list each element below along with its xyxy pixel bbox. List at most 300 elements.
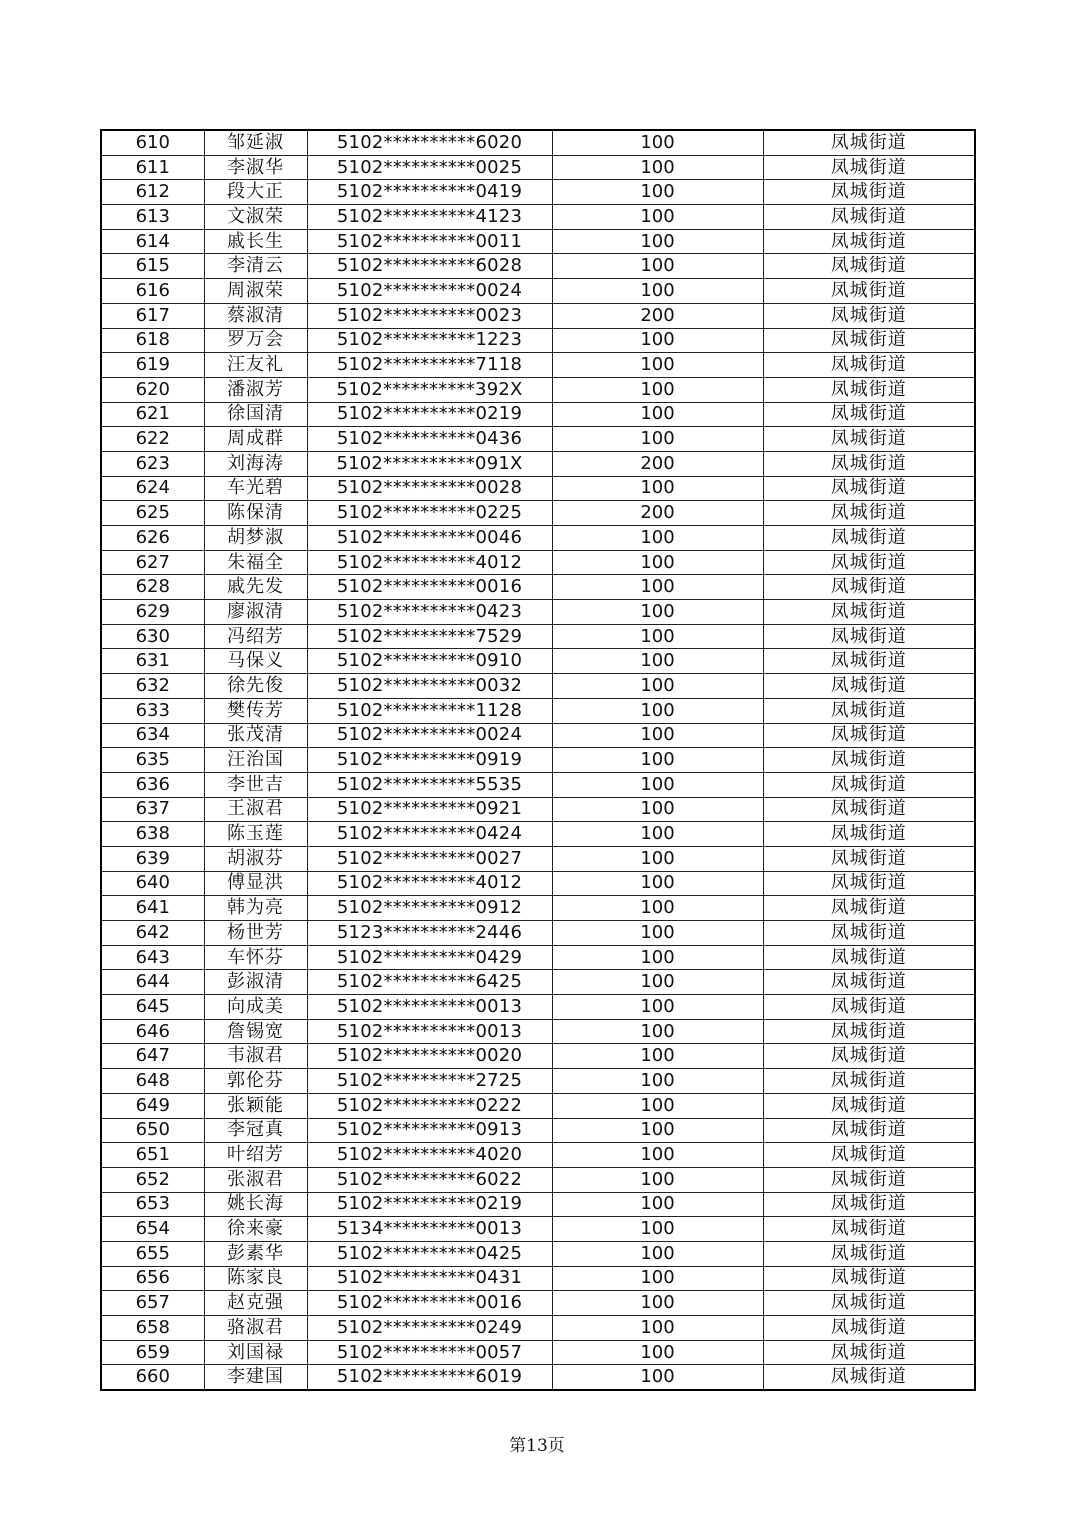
table-row bbox=[101, 180, 975, 205]
id-number-cell: 5102**********0032 bbox=[307, 674, 552, 699]
table-row bbox=[101, 130, 975, 155]
table-row bbox=[101, 1044, 975, 1069]
amount-cell: 100 bbox=[552, 427, 763, 452]
row-number-cell: 641 bbox=[101, 896, 204, 921]
id-number-cell: 5102**********2725 bbox=[307, 1069, 552, 1094]
row-number-cell: 618 bbox=[101, 328, 204, 353]
id-number-cell: 5102**********6022 bbox=[307, 1167, 552, 1192]
street-cell: 凤城街道 bbox=[763, 822, 975, 847]
amount-cell: 100 bbox=[552, 896, 763, 921]
amount-cell: 100 bbox=[552, 155, 763, 180]
amount-cell: 100 bbox=[552, 1167, 763, 1192]
row-number-cell: 645 bbox=[101, 995, 204, 1020]
table-row bbox=[101, 624, 975, 649]
row-number-cell: 640 bbox=[101, 871, 204, 896]
person-name-cell: 李世吉 bbox=[204, 772, 307, 797]
street-cell: 凤城街道 bbox=[763, 698, 975, 723]
person-name-cell: 张淑君 bbox=[204, 1167, 307, 1192]
id-number-cell: 5102**********0046 bbox=[307, 526, 552, 551]
street-cell: 凤城街道 bbox=[763, 600, 975, 625]
person-name-cell: 车光碧 bbox=[204, 476, 307, 501]
table-row bbox=[101, 649, 975, 674]
person-name-cell: 李建国 bbox=[204, 1365, 307, 1390]
row-number-cell: 621 bbox=[101, 402, 204, 427]
street-cell: 凤城街道 bbox=[763, 328, 975, 353]
table-row bbox=[101, 1316, 975, 1341]
person-name-cell: 陈保清 bbox=[204, 501, 307, 526]
street-cell: 凤城街道 bbox=[763, 402, 975, 427]
street-cell: 凤城街道 bbox=[763, 674, 975, 699]
person-name-cell: 蔡淑清 bbox=[204, 303, 307, 328]
id-number-cell: 5102**********0013 bbox=[307, 1019, 552, 1044]
id-number-cell: 5102**********1128 bbox=[307, 698, 552, 723]
amount-cell: 100 bbox=[552, 822, 763, 847]
person-name-cell: 骆淑君 bbox=[204, 1316, 307, 1341]
id-number-cell: 5102**********0913 bbox=[307, 1118, 552, 1143]
amount-cell: 100 bbox=[552, 1143, 763, 1168]
id-number-cell: 5102**********0016 bbox=[307, 1291, 552, 1316]
amount-cell: 100 bbox=[552, 1340, 763, 1365]
row-number-cell: 611 bbox=[101, 155, 204, 180]
street-cell: 凤城街道 bbox=[763, 624, 975, 649]
table-row bbox=[101, 303, 975, 328]
table-row bbox=[101, 1167, 975, 1192]
id-number-cell: 5102**********0219 bbox=[307, 402, 552, 427]
table-row bbox=[101, 1365, 975, 1390]
street-cell: 凤城街道 bbox=[763, 748, 975, 773]
row-number-cell: 624 bbox=[101, 476, 204, 501]
id-number-cell: 5102**********4012 bbox=[307, 871, 552, 896]
street-cell: 凤城街道 bbox=[763, 1118, 975, 1143]
amount-cell: 100 bbox=[552, 600, 763, 625]
person-name-cell: 张颖能 bbox=[204, 1093, 307, 1118]
amount-cell: 100 bbox=[552, 945, 763, 970]
id-number-cell: 5102**********0024 bbox=[307, 723, 552, 748]
table-row bbox=[101, 871, 975, 896]
street-cell: 凤城街道 bbox=[763, 1266, 975, 1291]
row-number-cell: 658 bbox=[101, 1316, 204, 1341]
id-number-cell: 5102**********0425 bbox=[307, 1241, 552, 1266]
amount-cell: 100 bbox=[552, 871, 763, 896]
table-row bbox=[101, 501, 975, 526]
amount-cell: 100 bbox=[552, 402, 763, 427]
amount-cell: 100 bbox=[552, 1365, 763, 1390]
id-number-cell: 5102**********4020 bbox=[307, 1143, 552, 1168]
street-cell: 凤城街道 bbox=[763, 1365, 975, 1390]
row-number-cell: 651 bbox=[101, 1143, 204, 1168]
amount-cell: 100 bbox=[552, 526, 763, 551]
amount-cell: 100 bbox=[552, 377, 763, 402]
table-row bbox=[101, 205, 975, 230]
id-number-cell: 5102**********0431 bbox=[307, 1266, 552, 1291]
street-cell: 凤城街道 bbox=[763, 1044, 975, 1069]
table-row bbox=[101, 575, 975, 600]
row-number-cell: 637 bbox=[101, 797, 204, 822]
street-cell: 凤城街道 bbox=[763, 180, 975, 205]
amount-cell: 100 bbox=[552, 1093, 763, 1118]
id-number-cell: 5102**********5535 bbox=[307, 772, 552, 797]
row-number-cell: 649 bbox=[101, 1093, 204, 1118]
person-name-cell: 陈家良 bbox=[204, 1266, 307, 1291]
person-name-cell: 郭伦芬 bbox=[204, 1069, 307, 1094]
row-number-cell: 653 bbox=[101, 1192, 204, 1217]
table-row bbox=[101, 1192, 975, 1217]
person-name-cell: 刘海涛 bbox=[204, 451, 307, 476]
amount-cell: 100 bbox=[552, 1266, 763, 1291]
id-number-cell: 5102**********0013 bbox=[307, 995, 552, 1020]
person-name-cell: 徐国清 bbox=[204, 402, 307, 427]
roster-body bbox=[101, 130, 975, 1390]
table-row bbox=[101, 1143, 975, 1168]
table-row bbox=[101, 1093, 975, 1118]
person-name-cell: 朱福全 bbox=[204, 550, 307, 575]
id-number-cell: 5102**********0057 bbox=[307, 1340, 552, 1365]
person-name-cell: 韦淑君 bbox=[204, 1044, 307, 1069]
person-name-cell: 姚长海 bbox=[204, 1192, 307, 1217]
table-row bbox=[101, 921, 975, 946]
row-number-cell: 628 bbox=[101, 575, 204, 600]
person-name-cell: 罗万会 bbox=[204, 328, 307, 353]
street-cell: 凤城街道 bbox=[763, 723, 975, 748]
amount-cell: 100 bbox=[552, 1069, 763, 1094]
person-name-cell: 潘淑芳 bbox=[204, 377, 307, 402]
street-cell: 凤城街道 bbox=[763, 1069, 975, 1094]
row-number-cell: 629 bbox=[101, 600, 204, 625]
street-cell: 凤城街道 bbox=[763, 995, 975, 1020]
row-number-cell: 643 bbox=[101, 945, 204, 970]
table-row bbox=[101, 526, 975, 551]
street-cell: 凤城街道 bbox=[763, 797, 975, 822]
id-number-cell: 5102**********0424 bbox=[307, 822, 552, 847]
table-row bbox=[101, 402, 975, 427]
id-number-cell: 5102**********1223 bbox=[307, 328, 552, 353]
street-cell: 凤城街道 bbox=[763, 1143, 975, 1168]
amount-cell: 100 bbox=[552, 1316, 763, 1341]
id-number-cell: 5102**********0222 bbox=[307, 1093, 552, 1118]
street-cell: 凤城街道 bbox=[763, 1241, 975, 1266]
table-row bbox=[101, 1217, 975, 1242]
amount-cell: 100 bbox=[552, 130, 763, 155]
street-cell: 凤城街道 bbox=[763, 229, 975, 254]
street-cell: 凤城街道 bbox=[763, 501, 975, 526]
amount-cell: 100 bbox=[552, 1192, 763, 1217]
table-row bbox=[101, 896, 975, 921]
person-name-cell: 周成群 bbox=[204, 427, 307, 452]
id-number-cell: 5102**********0225 bbox=[307, 501, 552, 526]
person-name-cell: 汪治国 bbox=[204, 748, 307, 773]
table-row bbox=[101, 550, 975, 575]
row-number-cell: 659 bbox=[101, 1340, 204, 1365]
amount-cell: 100 bbox=[552, 328, 763, 353]
row-number-cell: 615 bbox=[101, 254, 204, 279]
amount-cell: 100 bbox=[552, 624, 763, 649]
street-cell: 凤城街道 bbox=[763, 1167, 975, 1192]
table-row bbox=[101, 698, 975, 723]
table-row bbox=[101, 476, 975, 501]
row-number-cell: 617 bbox=[101, 303, 204, 328]
person-name-cell: 冯绍芳 bbox=[204, 624, 307, 649]
person-name-cell: 傅显洪 bbox=[204, 871, 307, 896]
id-number-cell: 5102**********0023 bbox=[307, 303, 552, 328]
person-name-cell: 赵克强 bbox=[204, 1291, 307, 1316]
id-number-cell: 5102**********0025 bbox=[307, 155, 552, 180]
person-name-cell: 彭素华 bbox=[204, 1241, 307, 1266]
amount-cell: 100 bbox=[552, 921, 763, 946]
row-number-cell: 612 bbox=[101, 180, 204, 205]
row-number-cell: 644 bbox=[101, 970, 204, 995]
amount-cell: 100 bbox=[552, 1291, 763, 1316]
row-number-cell: 660 bbox=[101, 1365, 204, 1390]
street-cell: 凤城街道 bbox=[763, 1019, 975, 1044]
row-number-cell: 655 bbox=[101, 1241, 204, 1266]
amount-cell: 100 bbox=[552, 1118, 763, 1143]
table-row bbox=[101, 1019, 975, 1044]
person-name-cell: 向成美 bbox=[204, 995, 307, 1020]
person-name-cell: 廖淑清 bbox=[204, 600, 307, 625]
row-number-cell: 626 bbox=[101, 526, 204, 551]
id-number-cell: 5102**********6425 bbox=[307, 970, 552, 995]
table-row bbox=[101, 822, 975, 847]
street-cell: 凤城街道 bbox=[763, 1316, 975, 1341]
street-cell: 凤城街道 bbox=[763, 1192, 975, 1217]
street-cell: 凤城街道 bbox=[763, 451, 975, 476]
amount-cell: 100 bbox=[552, 254, 763, 279]
id-number-cell: 5102**********0919 bbox=[307, 748, 552, 773]
street-cell: 凤城街道 bbox=[763, 526, 975, 551]
row-number-cell: 625 bbox=[101, 501, 204, 526]
row-number-cell: 613 bbox=[101, 205, 204, 230]
id-number-cell: 5102**********7529 bbox=[307, 624, 552, 649]
row-number-cell: 650 bbox=[101, 1118, 204, 1143]
id-number-cell: 5102**********0429 bbox=[307, 945, 552, 970]
street-cell: 凤城街道 bbox=[763, 427, 975, 452]
id-number-cell: 5102**********0028 bbox=[307, 476, 552, 501]
id-number-cell: 5102**********0423 bbox=[307, 600, 552, 625]
table-row bbox=[101, 377, 975, 402]
person-name-cell: 胡梦淑 bbox=[204, 526, 307, 551]
table-row bbox=[101, 970, 975, 995]
id-number-cell: 5123**********2446 bbox=[307, 921, 552, 946]
id-number-cell: 5102**********6020 bbox=[307, 130, 552, 155]
id-number-cell: 5102**********7118 bbox=[307, 353, 552, 378]
table-row bbox=[101, 846, 975, 871]
person-name-cell: 李清云 bbox=[204, 254, 307, 279]
row-number-cell: 635 bbox=[101, 748, 204, 773]
amount-cell: 100 bbox=[552, 1217, 763, 1242]
id-number-cell: 5102**********0027 bbox=[307, 846, 552, 871]
table-row bbox=[101, 1118, 975, 1143]
person-name-cell: 邹延淑 bbox=[204, 130, 307, 155]
person-name-cell: 徐来豪 bbox=[204, 1217, 307, 1242]
table-row bbox=[101, 1241, 975, 1266]
amount-cell: 100 bbox=[552, 1241, 763, 1266]
id-number-cell: 5102**********091X bbox=[307, 451, 552, 476]
street-cell: 凤城街道 bbox=[763, 921, 975, 946]
amount-cell: 100 bbox=[552, 723, 763, 748]
street-cell: 凤城街道 bbox=[763, 353, 975, 378]
person-name-cell: 汪友礼 bbox=[204, 353, 307, 378]
row-number-cell: 616 bbox=[101, 279, 204, 304]
table-row bbox=[101, 723, 975, 748]
street-cell: 凤城街道 bbox=[763, 1217, 975, 1242]
row-number-cell: 657 bbox=[101, 1291, 204, 1316]
table-row bbox=[101, 279, 975, 304]
id-number-cell: 5102**********0436 bbox=[307, 427, 552, 452]
row-number-cell: 639 bbox=[101, 846, 204, 871]
amount-cell: 100 bbox=[552, 1019, 763, 1044]
id-number-cell: 5102**********4012 bbox=[307, 550, 552, 575]
person-name-cell: 戚长生 bbox=[204, 229, 307, 254]
person-name-cell: 叶绍芳 bbox=[204, 1143, 307, 1168]
table-row bbox=[101, 748, 975, 773]
street-cell: 凤城街道 bbox=[763, 772, 975, 797]
street-cell: 凤城街道 bbox=[763, 1093, 975, 1118]
street-cell: 凤城街道 bbox=[763, 945, 975, 970]
row-number-cell: 631 bbox=[101, 649, 204, 674]
row-number-cell: 623 bbox=[101, 451, 204, 476]
table-row bbox=[101, 451, 975, 476]
table-row bbox=[101, 1291, 975, 1316]
table-row bbox=[101, 797, 975, 822]
street-cell: 凤城街道 bbox=[763, 896, 975, 921]
row-number-cell: 614 bbox=[101, 229, 204, 254]
street-cell: 凤城街道 bbox=[763, 205, 975, 230]
table-row bbox=[101, 995, 975, 1020]
amount-cell: 200 bbox=[552, 501, 763, 526]
person-name-cell: 李冠真 bbox=[204, 1118, 307, 1143]
person-name-cell: 胡淑芬 bbox=[204, 846, 307, 871]
id-number-cell: 5102**********4123 bbox=[307, 205, 552, 230]
row-number-cell: 622 bbox=[101, 427, 204, 452]
street-cell: 凤城街道 bbox=[763, 550, 975, 575]
row-number-cell: 630 bbox=[101, 624, 204, 649]
table-row bbox=[101, 1069, 975, 1094]
id-number-cell: 5102**********0024 bbox=[307, 279, 552, 304]
amount-cell: 100 bbox=[552, 797, 763, 822]
person-name-cell: 韩为亮 bbox=[204, 896, 307, 921]
row-number-cell: 654 bbox=[101, 1217, 204, 1242]
person-name-cell: 周淑荣 bbox=[204, 279, 307, 304]
person-name-cell: 彭淑清 bbox=[204, 970, 307, 995]
street-cell: 凤城街道 bbox=[763, 130, 975, 155]
street-cell: 凤城街道 bbox=[763, 476, 975, 501]
table-row bbox=[101, 155, 975, 180]
amount-cell: 100 bbox=[552, 205, 763, 230]
table-row bbox=[101, 353, 975, 378]
person-name-cell: 文淑荣 bbox=[204, 205, 307, 230]
table-row bbox=[101, 1266, 975, 1291]
amount-cell: 100 bbox=[552, 353, 763, 378]
person-name-cell: 刘国禄 bbox=[204, 1340, 307, 1365]
row-number-cell: 638 bbox=[101, 822, 204, 847]
id-number-cell: 5102**********0249 bbox=[307, 1316, 552, 1341]
amount-cell: 200 bbox=[552, 303, 763, 328]
row-number-cell: 636 bbox=[101, 772, 204, 797]
row-number-cell: 620 bbox=[101, 377, 204, 402]
table-row bbox=[101, 328, 975, 353]
table-row bbox=[101, 600, 975, 625]
person-name-cell: 李淑华 bbox=[204, 155, 307, 180]
row-number-cell: 646 bbox=[101, 1019, 204, 1044]
row-number-cell: 633 bbox=[101, 698, 204, 723]
person-name-cell: 樊传芳 bbox=[204, 698, 307, 723]
amount-cell: 100 bbox=[552, 748, 763, 773]
person-name-cell: 王淑君 bbox=[204, 797, 307, 822]
amount-cell: 100 bbox=[552, 575, 763, 600]
amount-cell: 100 bbox=[552, 772, 763, 797]
street-cell: 凤城街道 bbox=[763, 575, 975, 600]
person-name-cell: 段大正 bbox=[204, 180, 307, 205]
street-cell: 凤城街道 bbox=[763, 254, 975, 279]
row-number-cell: 610 bbox=[101, 130, 204, 155]
table-row bbox=[101, 674, 975, 699]
row-number-cell: 652 bbox=[101, 1167, 204, 1192]
street-cell: 凤城街道 bbox=[763, 1291, 975, 1316]
id-number-cell: 5102**********0219 bbox=[307, 1192, 552, 1217]
id-number-cell: 5102**********6019 bbox=[307, 1365, 552, 1390]
amount-cell: 200 bbox=[552, 451, 763, 476]
id-number-cell: 5102**********0910 bbox=[307, 649, 552, 674]
table-row bbox=[101, 254, 975, 279]
amount-cell: 100 bbox=[552, 1044, 763, 1069]
row-number-cell: 634 bbox=[101, 723, 204, 748]
id-number-cell: 5102**********0020 bbox=[307, 1044, 552, 1069]
row-number-cell: 632 bbox=[101, 674, 204, 699]
street-cell: 凤城街道 bbox=[763, 846, 975, 871]
table-row bbox=[101, 772, 975, 797]
street-cell: 凤城街道 bbox=[763, 970, 975, 995]
amount-cell: 100 bbox=[552, 995, 763, 1020]
street-cell: 凤城街道 bbox=[763, 303, 975, 328]
row-number-cell: 656 bbox=[101, 1266, 204, 1291]
table-row bbox=[101, 945, 975, 970]
person-name-cell: 陈玉莲 bbox=[204, 822, 307, 847]
amount-cell: 100 bbox=[552, 180, 763, 205]
page-number: 第13页 bbox=[509, 1436, 565, 1456]
amount-cell: 100 bbox=[552, 846, 763, 871]
id-number-cell: 5102**********6028 bbox=[307, 254, 552, 279]
table-row bbox=[101, 1340, 975, 1365]
amount-cell: 100 bbox=[552, 279, 763, 304]
id-number-cell: 5134**********0013 bbox=[307, 1217, 552, 1242]
row-number-cell: 647 bbox=[101, 1044, 204, 1069]
id-number-cell: 5102**********0419 bbox=[307, 180, 552, 205]
person-name-cell: 詹锡宽 bbox=[204, 1019, 307, 1044]
amount-cell: 100 bbox=[552, 550, 763, 575]
roster-table bbox=[100, 129, 976, 1391]
id-number-cell: 5102**********0011 bbox=[307, 229, 552, 254]
row-number-cell: 627 bbox=[101, 550, 204, 575]
person-name-cell: 车怀芬 bbox=[204, 945, 307, 970]
street-cell: 凤城街道 bbox=[763, 649, 975, 674]
table-row bbox=[101, 229, 975, 254]
person-name-cell: 杨世芳 bbox=[204, 921, 307, 946]
id-number-cell: 5102**********0921 bbox=[307, 797, 552, 822]
id-number-cell: 5102**********0016 bbox=[307, 575, 552, 600]
row-number-cell: 642 bbox=[101, 921, 204, 946]
amount-cell: 100 bbox=[552, 698, 763, 723]
amount-cell: 100 bbox=[552, 649, 763, 674]
person-name-cell: 张茂清 bbox=[204, 723, 307, 748]
street-cell: 凤城街道 bbox=[763, 155, 975, 180]
amount-cell: 100 bbox=[552, 229, 763, 254]
id-number-cell: 5102**********392X bbox=[307, 377, 552, 402]
amount-cell: 100 bbox=[552, 674, 763, 699]
amount-cell: 100 bbox=[552, 970, 763, 995]
person-name-cell: 马保义 bbox=[204, 649, 307, 674]
street-cell: 凤城街道 bbox=[763, 1340, 975, 1365]
street-cell: 凤城街道 bbox=[763, 871, 975, 896]
